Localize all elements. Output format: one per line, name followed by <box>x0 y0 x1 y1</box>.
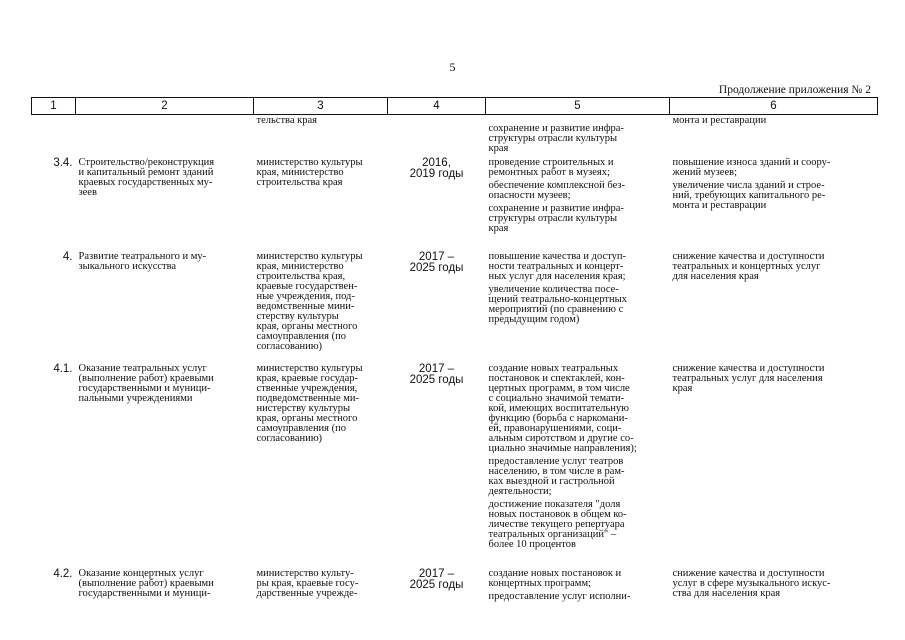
row-number: 4. <box>62 251 73 263</box>
results-cell <box>486 157 670 251</box>
result-item: предоставление услуг исполни- <box>488 591 631 602</box>
result-item: создание новых постановок и концертных программ; <box>488 568 622 589</box>
consequences-cell <box>670 568 878 608</box>
column-header: 2 <box>76 98 254 115</box>
consequences-cell <box>670 157 878 251</box>
table-row <box>32 363 878 568</box>
row-number: 4.1. <box>53 363 73 375</box>
results-cell <box>486 251 670 363</box>
activity-cell: Строительство/реконструкция и капитальный ремонт зданий краевых государственных му- зеев <box>78 157 215 198</box>
years-cell: 2017 – 2025 годы <box>409 568 464 591</box>
executor-cell: министерство культуры края, министерство строительства края <box>256 157 363 188</box>
consequences-cell <box>670 251 878 363</box>
result-item: сохранение и развитие инфра- структуры отрасли культуры края <box>488 123 624 154</box>
results-cell <box>486 363 670 568</box>
result-item: достижение показателя "доля новых постановок в общем ко- личестве текущего репертуара театральных организаций" – более 10 процентов <box>488 499 627 550</box>
table-row <box>32 115 878 158</box>
row-number: 4.2. <box>53 568 73 580</box>
activity-cell <box>76 115 254 158</box>
consequence-item: увеличение числа зданий и строе- ний, требующих капитального ре- монта и реставрации <box>672 180 826 211</box>
column-number-header <box>32 98 878 115</box>
row-number: 3.4. <box>53 157 73 169</box>
consequence-item: снижение качества и доступности театральных услуг для населения края <box>672 363 825 394</box>
table-row <box>32 568 878 608</box>
activity-cell: Оказание театральных услуг (выполнение работ) краевыми государственными и муници- пальными учреждениями <box>78 363 214 404</box>
executor-cell: тельства края <box>256 115 317 126</box>
executor-cell: министерство культу- ры края, краевые госу- дарственные учрежде- <box>256 568 359 599</box>
years-cell <box>388 115 486 158</box>
consequences-cell <box>670 115 878 158</box>
executor-cell: министерство культуры края, министерство строительства края, краевые государствен- ные учреждения, под- ведомственные мини- стерству культуры края, органы местного самоуправления (по согласованию) <box>256 251 363 352</box>
consequence-item: повышение износа зданий и соору- жений музеев; <box>672 157 831 178</box>
executor-cell: министерство культуры края, краевые государ- ственные учреждения, подведомственные ми- нистерству культуры края, органы местного самоуправления (по согласованию) <box>256 363 363 444</box>
results-cell <box>486 568 670 608</box>
annex-continuation-label: Продолжение приложения № 2 <box>718 84 871 96</box>
result-item: обеспечение комплексной без- опасности музеев; <box>488 180 626 201</box>
table-row <box>32 251 878 363</box>
result-item: проведение строительных и ремонтных работ в музеях; <box>488 157 614 178</box>
result-item: увеличение количества посе- щений театрально-концертных мероприятий (по сравнению с предыдущим годом) <box>488 284 627 325</box>
result-item: создание новых театральных постановок и спектаклей, кон- цертных программ, в том числе с социально значимой темати- кой, имеющих воспитательную функцию (борьба с наркомани- ей, правонарушениями, соци- альным сиротством и другие со- циально значимые направления); <box>488 363 637 454</box>
consequence-item: монта и реставрации <box>672 115 767 126</box>
table-row <box>32 157 878 251</box>
column-header: 3 <box>254 98 388 115</box>
column-header: 6 <box>670 98 878 115</box>
result-item: сохранение и развитие инфра- структуры отрасли культуры края <box>488 203 624 234</box>
result-item: повышение качества и доступ- ности театральных и концерт- ных услуг для населения края; <box>488 251 626 282</box>
column-header: 4 <box>388 98 486 115</box>
column-header: 1 <box>32 98 76 115</box>
column-header: 5 <box>486 98 670 115</box>
page-number: 5 <box>449 60 456 74</box>
years-cell: 2017 – 2025 годы <box>409 251 464 274</box>
consequence-item: снижение качества и доступности театральных и концертных услуг для населения края <box>672 251 825 282</box>
activity-cell: Оказание концертных услуг (выполнение работ) краевыми государственными и муници- <box>78 568 214 599</box>
results-cell <box>486 115 670 158</box>
annex-table <box>31 97 878 608</box>
result-item: предоставление услуг театров населению, в том числе в рам- ках выездной и гастрольной деятельности; <box>488 456 625 497</box>
row-number <box>32 115 76 158</box>
activity-cell: Развитие театрального и му- зыкального искусства <box>78 251 207 272</box>
years-cell: 2017 – 2025 годы <box>409 363 464 386</box>
consequence-item: снижение качества и доступности услуг в сфере музыкального искус- ства для населения края <box>672 568 831 599</box>
consequences-cell <box>670 363 878 568</box>
years-cell: 2016, 2019 годы <box>409 157 464 180</box>
